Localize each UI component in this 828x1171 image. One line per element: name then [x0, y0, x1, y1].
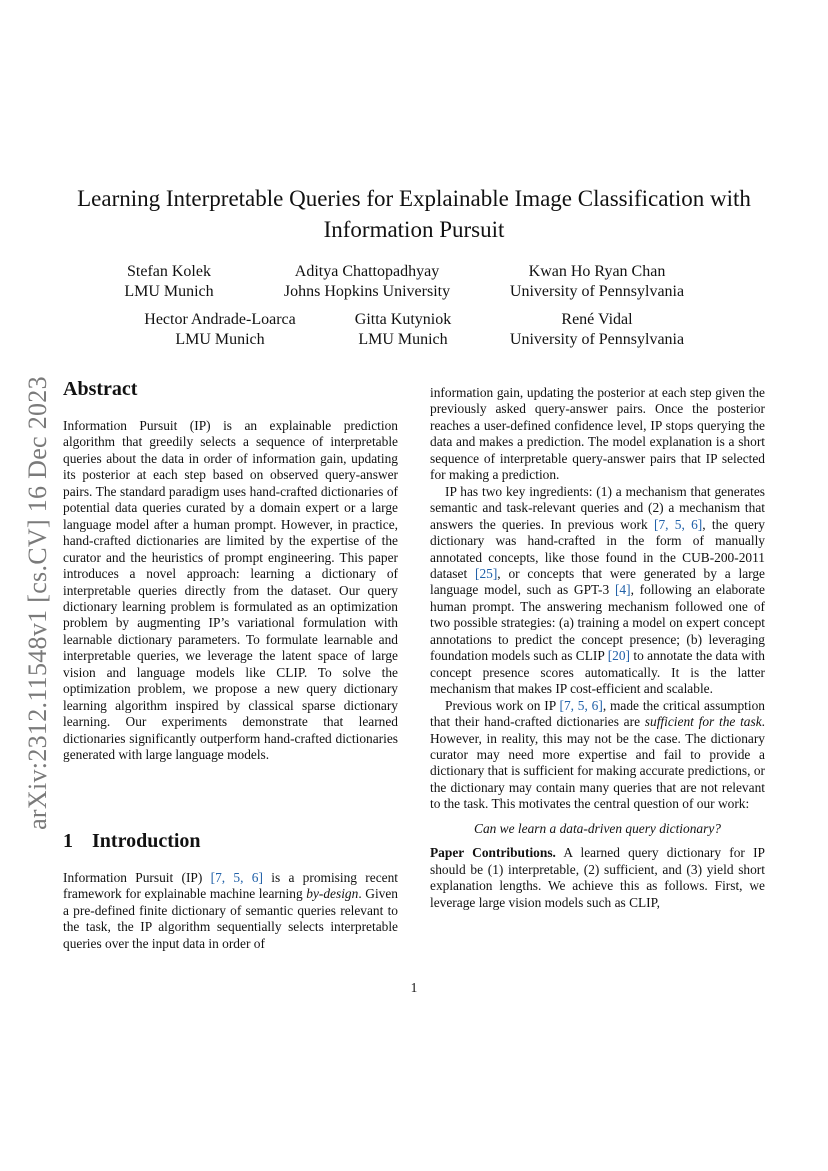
author-name: Aditya Chattopadhyay	[294, 263, 440, 280]
abstract-body	[63, 418, 398, 764]
author-block	[104, 262, 234, 302]
author-block	[257, 262, 477, 302]
central-question: Can we learn a data-driven query dictionary?	[474, 820, 721, 836]
text-run: . However, in reality, this may not be the case. The dictionary curator may need more expertise and fail to provide a dictionary that is sufficient for making accurate predictions, or the dictionary may contain many queries that are not relevant to the task. This motivates the central question of our work:	[430, 714, 765, 812]
author-block	[497, 262, 697, 302]
paper-title: Learning Interpretable Queries for Explainable Image Classification with Information Pursuit	[77, 186, 751, 242]
author-name: Kwan Ho Ryan Chan	[528, 263, 666, 280]
body-paragraph	[430, 845, 765, 911]
text-run: is a promising recent framework for explainable machine learning	[63, 870, 398, 902]
arxiv-identifier[interactable]: arXiv:2312.11548v1 [cs.CV] 16 Dec 2023	[23, 376, 52, 830]
author-name: Gitta Kutyniok	[354, 311, 452, 328]
text-run: , following an elaborate human prompt. The answering mechanism followed one of two possible strategies: (a) training a model on expert concept annotations to predict the concept presence; (b) leveraging foundation models such as CLIP	[430, 582, 765, 664]
citation-link[interactable]: [20]	[607, 648, 630, 664]
introduction-heading	[63, 830, 201, 853]
body-paragraph	[430, 484, 765, 698]
text-run: Information Pursuit (IP)	[63, 870, 211, 885]
introduction-paragraph	[63, 870, 398, 952]
author-affiliation: LMU Munich	[358, 331, 448, 348]
paragraph-lead: Paper Contributions.	[430, 845, 556, 861]
text-run: IP has two key ingredients: (1) a mechanism that generates semantic and task-relevant queries and (2) a mechanism that answers the queries. In previous work	[430, 483, 765, 532]
citation-link[interactable]: [7, 5, 6]	[559, 697, 603, 713]
text-run: , the query dictionary was hand-crafted in the form of manually annotated concepts, like those found in the CUB-200-2011 dataset	[430, 516, 766, 581]
author-name: René Vidal	[561, 311, 633, 328]
text-run: . Given a pre-defined finite dictionary of semantic queries relevant to the task, the IP algorithm sequentially selects interpretable queries over the input data in order of	[63, 886, 398, 951]
text-run: A learned query dictionary for IP should be (1) interpretable, (2) sufficient, and (3) yield short explanation lengths. We achieve this as follows. First, we leverage large vision models such as CLIP,	[430, 845, 765, 910]
author-affiliation: Johns Hopkins University	[283, 283, 451, 300]
introduction-body	[63, 870, 398, 952]
body-paragraph	[430, 698, 765, 813]
abstract-heading: Abstract	[63, 378, 138, 400]
citation-link[interactable]: [7, 5, 6]	[653, 516, 703, 532]
section-title: Introduction	[92, 830, 201, 852]
emphasis-text: sufficient for the task	[644, 714, 762, 730]
text-run: to annotate the data with concept presence scores automatically. It is the latter mechanism that makes IP cost-efficient and scalable.	[430, 648, 766, 697]
author-affiliation: University of Pennsylvania	[509, 283, 685, 300]
author-affiliation: University of Pennsylvania	[509, 331, 685, 348]
author-name: Stefan Kolek	[127, 263, 211, 280]
author-block	[323, 310, 483, 350]
right-column-body	[430, 385, 765, 911]
text-run: , made the critical assumption that their hand-crafted dictionaries are	[430, 697, 765, 730]
page-number: 1	[410, 980, 418, 995]
text-run: , or concepts that were generated by a large language model, such as GPT-3	[430, 565, 765, 598]
citation-link[interactable]: [7, 5, 6]	[210, 870, 263, 885]
citation-link[interactable]: [4]	[614, 582, 631, 598]
text-run: Previous work on IP	[445, 697, 560, 713]
abstract-text: Information Pursuit (IP) is an explainable prediction algorithm that greedily selects a sequence of interpretable queries about the data in order of information gain, updating its posterior at each step based on observed query-answer pairs. The standard paradigm uses hand-crafted dictionaries of potential data queries curated by a domain expert or a large language model after a human prompt. However, in practice, hand-crafted dictionaries are limited by the expertise of the curator and the heuristics of prompt engineering. This paper introduces a novel approach: learning a dictionary of interpretable queries directly from the dataset. Our query dictionary learning problem is formulated as an optimization problem by augmenting IP’s variational formulation with learnable dictionary parameters. To formulate learnable and interpretable queries, we leverage the latent space of large vision and language models like CLIP. To solve the optimization problem, we propose a new query dictionary learning algorithm inspired by classical sparse dictionary learning. Our experiments demonstrate that learned dictionaries significantly outperform hand-crafted dictionaries generated with large language models.	[63, 418, 398, 763]
citation-link[interactable]: [25]	[474, 565, 498, 581]
author-affiliation: LMU Munich	[175, 331, 265, 348]
author-name: Hector Andrade-Loarca	[144, 311, 296, 328]
emphasis-text: by-design	[306, 886, 359, 902]
section-number: 1	[63, 830, 73, 852]
body-paragraph: information gain, updating the posterior at each step given the previously asked query-answer pairs. Once the posterior reaches a user-defined confidence level, IP stops querying the data and makes a prediction. The model explanation is a short sequence of interpretable query-answer pairs that IP selected for making a prediction.	[430, 385, 765, 483]
author-block	[497, 310, 697, 350]
author-block	[120, 310, 320, 350]
author-affiliation: LMU Munich	[124, 283, 214, 300]
